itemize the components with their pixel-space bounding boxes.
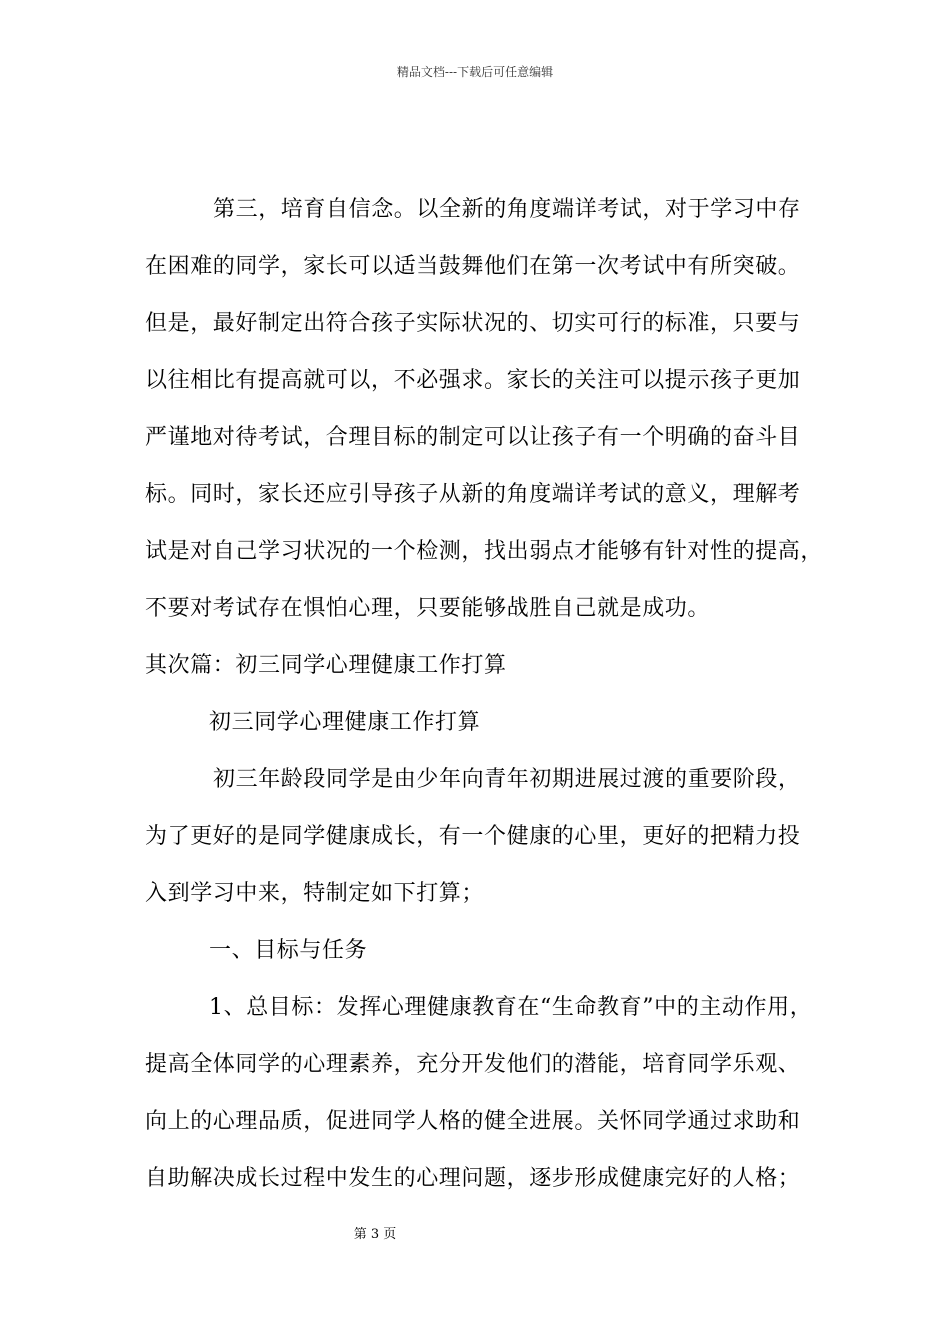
paragraph-line: 标。同时，家长还应引导孩子从新的角度端详考试的意义，理解考 [145,482,801,507]
page-header: 精品文档---下载后可任意编辑 [396,65,554,79]
section-heading: 其次篇：初三同学心理健康工作打算 [145,653,507,678]
paragraph-line: 试是对自己学习状况的一个检测，找出弱点才能够有针对性的提高， [145,539,824,564]
paragraph-line: 以往相比有提高就可以，不必强求。家长的关注可以提示孩子更加 [145,368,801,393]
page-number: 第 3 页 [353,1227,397,1242]
paragraph-line: 自助解决成长过程中发生的心理问题，逐步形成健康完好的人格； [145,1166,801,1191]
paragraph-line: 在困难的同学，家长可以适当鼓舞他们在第一次考试中有所突破。 [145,254,801,279]
paragraph-line: 初三年龄段同学是由少年向青年初期进展过渡的重要阶段， [213,767,801,792]
paragraph-line: 向上的心理品质，促进同学人格的健全进展。关怀同学通过求助和 [145,1109,801,1134]
document-body [145,192,825,1218]
paragraph-line: 入到学习中来，特制定如下打算； [145,881,485,906]
subsection-heading: 一、目标与任务 [209,938,368,963]
paragraph-line: 第三，培育自信念。以全新的角度端详考试，对于学习中存 [213,197,801,222]
paragraph-line: 不要对考试存在惧怕心理，只要能够战胜自己就是成功。 [145,596,711,621]
paragraph-line: 严谨地对待考试，合理目标的制定可以让孩子有一个明确的奋斗目 [145,425,801,450]
paragraph-line: 1、总目标：发挥心理健康教育在“生命教育”中的主动作用， [209,995,813,1020]
paragraph-line: 为了更好的是同学健康成长，有一个健康的心里，更好的把精力投 [145,824,801,849]
paragraph-line: 提高全体同学的心理素养，充分开发他们的潜能，培育同学乐观、 [145,1052,801,1077]
document-title: 初三同学心理健康工作打算 [209,710,481,735]
paragraph-line: 但是，最好制定出符合孩子实际状况的、切实可行的标准，只要与 [145,311,801,336]
